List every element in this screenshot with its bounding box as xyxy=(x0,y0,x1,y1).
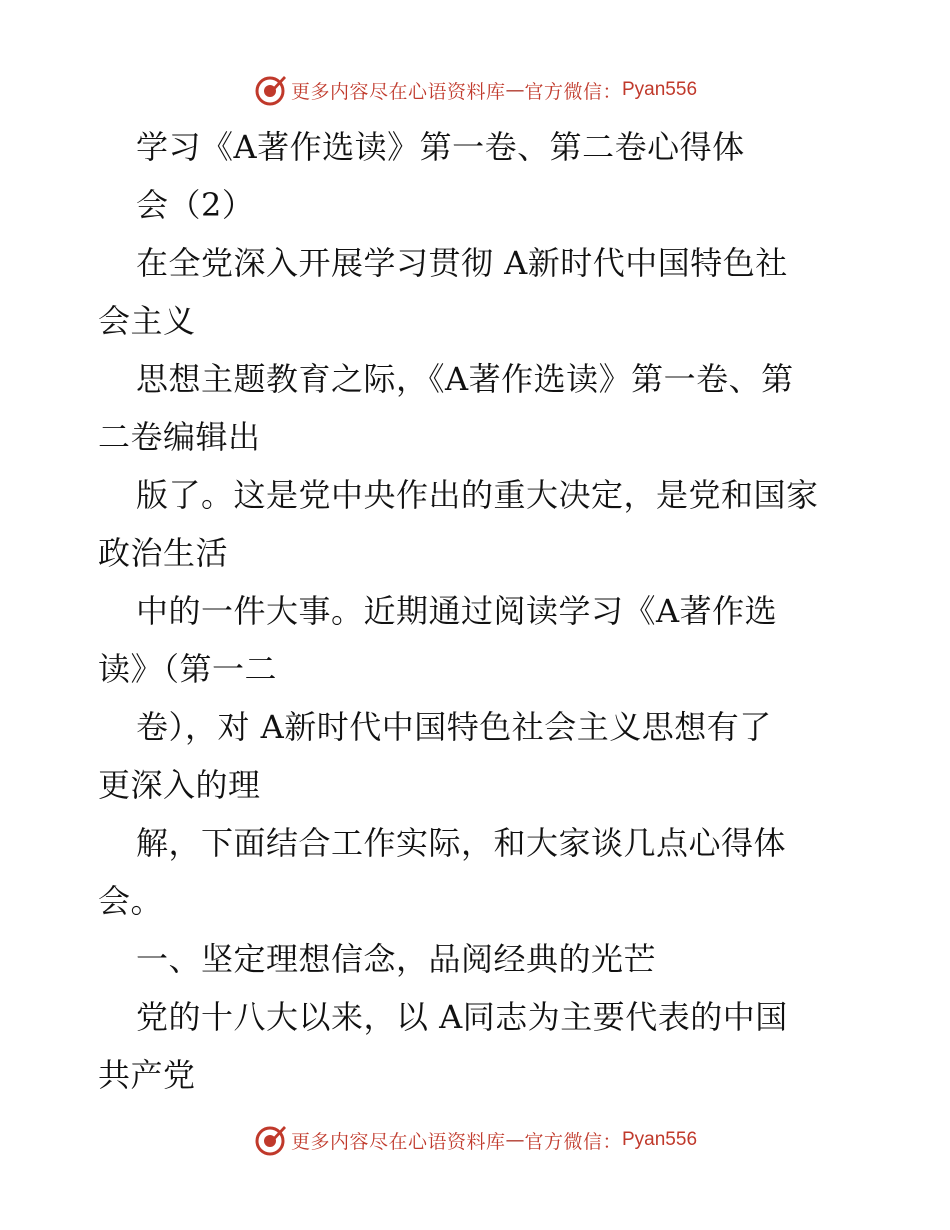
paragraph-line: 版了。这是党中央作出的重大决定，是党和国家 xyxy=(136,476,819,514)
watermark-separator: — xyxy=(505,1129,525,1151)
watermark-brand-text: 更多内容尽在心语资料库 xyxy=(290,1130,506,1153)
watermark-wechat-label: 官方微信： xyxy=(524,80,622,103)
document-title: 学习《A著作选读》第一卷、第二卷心得体 xyxy=(136,128,745,166)
paragraph-line: 政治生活 xyxy=(98,534,229,572)
document-body xyxy=(98,118,888,1104)
watermark-wechat-id: Pyan556 xyxy=(622,1129,698,1150)
paragraph-line: 党的十八大以来，以 A同志为主要代表的中国 xyxy=(136,998,788,1036)
section-heading: 一、坚定理想信念，品阅经典的光芒 xyxy=(136,940,657,978)
paragraph-line: 中的一件大事。近期通过阅读学习《A著作选 xyxy=(136,592,778,630)
watermark-separator: — xyxy=(505,79,525,101)
paragraph-line: 二卷编辑出 xyxy=(98,418,261,456)
quill-seal-icon xyxy=(253,73,287,107)
paragraph-line: 共产党 xyxy=(98,1056,196,1094)
watermark-wechat-id: Pyan556 xyxy=(622,79,698,100)
paragraph-line: 思想主题教育之际，《A著作选读》第一卷、第 xyxy=(136,360,794,398)
paragraph-line: 卷），对 A新时代中国特色社会主义思想有了 xyxy=(136,708,772,746)
document-title-continuation: 会（2） xyxy=(136,186,255,224)
quill-seal-icon xyxy=(253,1123,287,1157)
watermark-wechat-label: 官方微信： xyxy=(524,1130,622,1153)
paragraph-line: 解，下面结合工作实际，和大家谈几点心得体 xyxy=(136,824,787,862)
footer-watermark xyxy=(0,1120,950,1160)
paragraph-line: 会主义 xyxy=(98,302,196,340)
watermark-brand-text: 更多内容尽在心语资料库 xyxy=(290,80,506,103)
paragraph-line: 在全党深入开展学习贯彻 A新时代中国特色社 xyxy=(136,244,788,282)
paragraph-line: 会。 xyxy=(98,882,164,920)
header-watermark xyxy=(0,70,950,110)
paragraph-line: 更深入的理 xyxy=(98,766,261,804)
paragraph-line: 读》（第一二 xyxy=(98,650,278,688)
